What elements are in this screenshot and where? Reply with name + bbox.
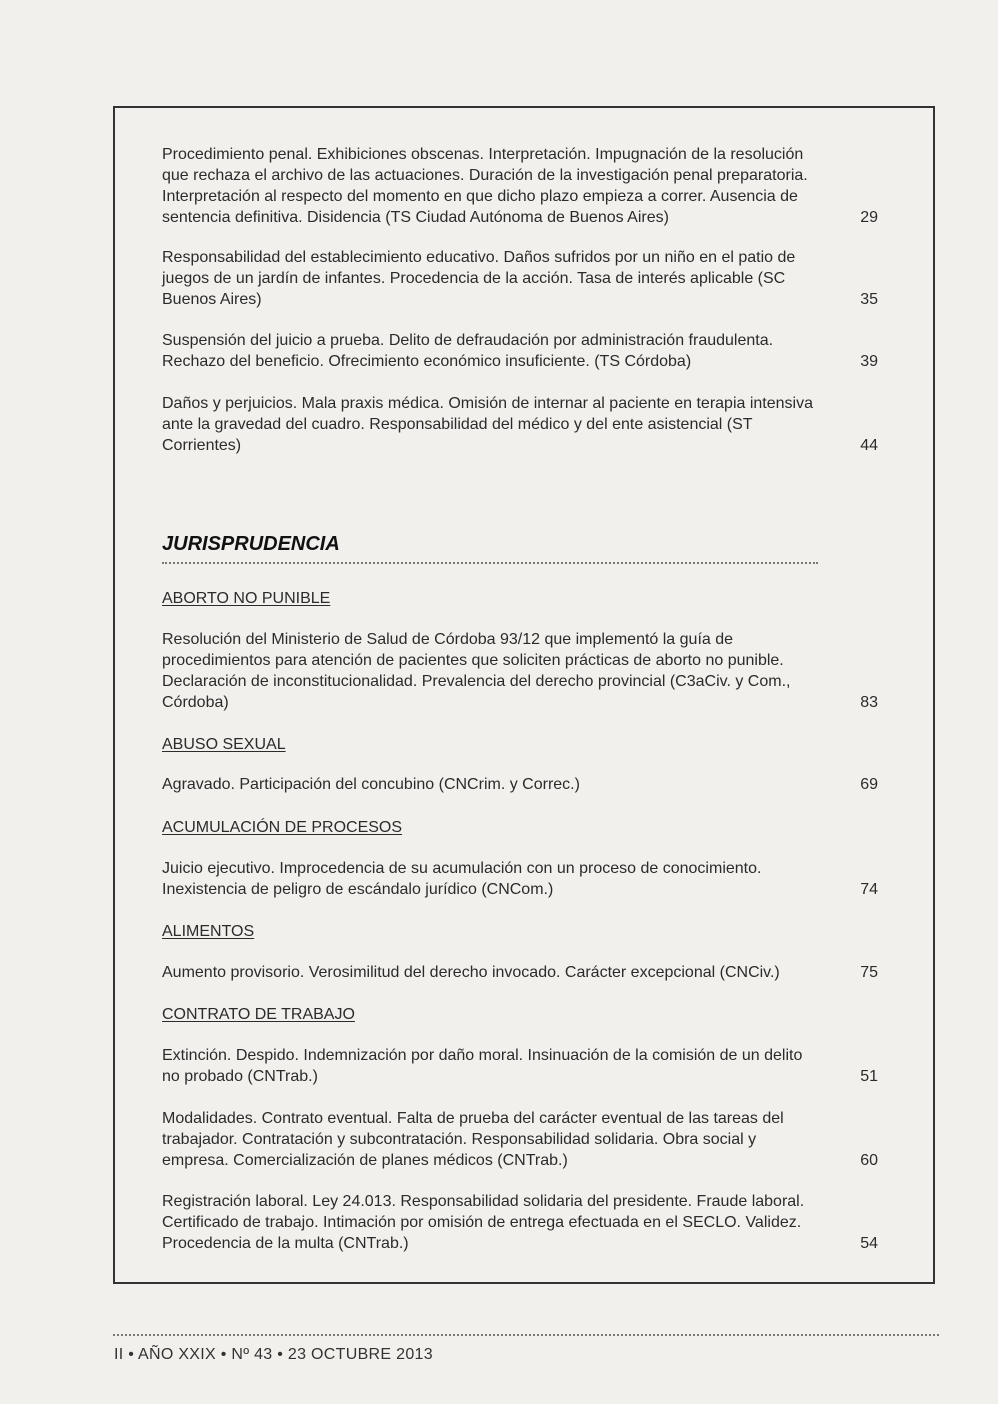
entry-text: Procedimiento penal. Exhibiciones obscenas. Interpretación. Impugnación de la resolución que rechaza el archivo de las actuaciones. Duración de la investigación penal preparatoria. Interpretación al respecto del momento en que dicho plazo empieza a correr. Ausencia de sentencia definitiva. Disidencia (TS Ciudad Autónoma de Buenos Aires) [162,146,808,226]
entry-page-number: 51 [860,1068,878,1085]
page-footer: II • AÑO XXIX • Nº 43 • 23 OCTUBRE 2013 [114,1346,433,1363]
entry-text: Responsabilidad del establecimiento educativo. Daños sufridos por un niño en el patio de juegos de un jardín de infantes. Procedencia de la acción. Tasa de interés aplicable (SC Buenos Aires) [162,249,796,308]
index-entry [162,858,878,900]
entry-text: Registración laboral. Ley 24.013. Responsabilidad solidaria del presidente. Fraude laboral. Certificado de trabajo. Intimación por omisión de entrega efectuada en el SECLO. Validez. Procedencia de la multa (CNTrab.) [162,1193,805,1252]
index-entry [162,247,878,310]
entry-text: Daños y perjuicios. Mala praxis médica. Omisión de internar al paciente en terapia intensiva ante la gravedad del cuadro. Responsabilidad del médico y del ente asistencial (ST Corrientes) [162,395,813,454]
index-entry [162,1108,878,1171]
section-title: JURISPRUDENCIA [162,533,340,555]
category-heading: ABUSO SEXUAL [162,736,286,753]
entry-page-number: 44 [860,437,878,454]
section-divider [162,562,818,564]
category-heading: CONTRATO DE TRABAJO [162,1006,355,1023]
entry-page-number: 60 [860,1152,878,1169]
entry-text: Juicio ejecutivo. Improcedencia de su acumulación con un proceso de conocimiento. Inexistencia de peligro de escándalo jurídico (CNCom.) [162,860,762,898]
entry-page-number: 29 [860,209,878,226]
entry-page-number: 75 [860,964,878,981]
entry-text: Agravado. Participación del concubino (CNCrim. y Correc.) [162,776,580,793]
entry-text: Resolución del Ministerio de Salud de Córdoba 93/12 que implementó la guía de procedimientos para atención de pacientes que soliciten prácticas de aborto no punible. Declaración de inconstitucionalidad. Prevalencia del derecho provincial (C3aCiv. y Com., Córdoba) [162,631,791,711]
entry-text: Modalidades. Contrato eventual. Falta de prueba del carácter eventual de las tareas del trabajador. Contratación y subcontratación. Responsabilidad solidaria. Obra social y empresa. Comercialización de planes médicos (CNTrab.) [162,1110,784,1169]
footer-divider [113,1334,939,1336]
index-entry [162,629,878,713]
category-heading: ALIMENTOS [162,923,255,940]
index-entry [162,1045,878,1087]
entry-page-number: 69 [860,776,878,793]
index-entry [162,393,878,456]
index-entry [162,144,878,228]
index-entry [162,962,878,983]
entry-page-number: 54 [860,1235,878,1252]
entry-text: Aumento provisorio. Verosimilitud del derecho invocado. Carácter excepcional (CNCiv.) [162,964,780,981]
entry-text: Suspensión del juicio a prueba. Delito de defraudación por administración fraudulenta. Rechazo del beneficio. Ofrecimiento económico insuficiente. (TS Córdoba) [162,332,774,370]
index-entry [162,774,878,795]
category-heading: ABORTO NO PUNIBLE [162,590,331,607]
entry-page-number: 35 [860,291,878,308]
entry-text: Extinción. Despido. Indemnización por daño moral. Insinuación de la comisión de un delito no probado (CNTrab.) [162,1047,803,1085]
entry-page-number: 83 [860,694,878,711]
index-entry [162,330,878,372]
entry-page-number: 74 [860,881,878,898]
category-heading: ACUMULACIÓN DE PROCESOS [162,819,403,836]
index-entry [162,1191,878,1254]
entry-page-number: 39 [860,353,878,370]
